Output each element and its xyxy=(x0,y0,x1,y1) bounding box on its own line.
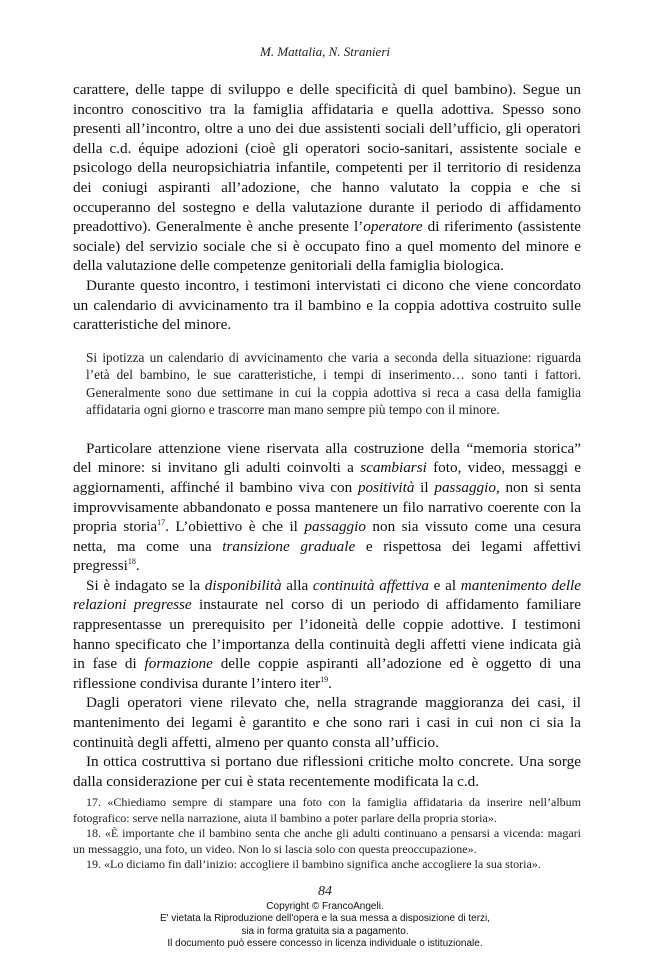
running-head: M. Mattalia, N. Stranieri xyxy=(260,44,390,59)
paragraph-4 xyxy=(73,576,581,694)
p3-text-g: e rispettosa dei legami affettivi pregressi xyxy=(73,537,581,575)
p4-text-a: Si è indagato se la xyxy=(86,576,205,594)
block-quote xyxy=(86,349,581,419)
p3-text-f: non sia vissuto come una cesura netta, ma come una xyxy=(73,518,581,555)
p4-text-f: . xyxy=(328,674,332,692)
paragraph-1-text-end: di riferimento (assistente sociale) del servizio sociale che si è occupato fino a quel momento del minore e della valutazione delle competenze genitoriali della famiglia biologica. xyxy=(73,218,581,275)
emphasis-mantenimento-relazioni: mantenimento delle relazioni pregresse xyxy=(73,576,582,614)
p4-text-d: instaurate nel corso di un periodo di affidamento familiare rappresentasse un prerequisito per l’idoneità delle coppie adottive. I testimoni hanno specificato che l’importanza della continuità degli affetti viene indicata già in fase di xyxy=(73,596,581,673)
p4-text-e: delle coppie aspiranti all’adozione ed è oggetto di una riflessione condivisa durante l’intero iter xyxy=(73,655,581,692)
copyright-notice xyxy=(0,901,650,951)
emphasis-transizione-graduale: transizione graduale xyxy=(222,537,356,555)
copyright-line-1: Copyright © FrancoAngeli. xyxy=(266,901,384,912)
emphasis-disponibilita: disponibilità xyxy=(204,576,282,594)
copyright-line-2: E' vietata la Riproduzione dell'opera e la sua messa a disposizione di terzi, xyxy=(159,913,491,925)
emphasis-scambiarsi: scambiarsi xyxy=(360,459,427,477)
p4-text-b: alla xyxy=(281,576,313,594)
footnote-19: 19. «Lo diciamo fin dall’inizio: accogliere il bambino significa anche accogliere la sua storia». xyxy=(86,857,541,872)
footnote-18: 18. «È importante che il bambino senta che anche gli adulti continuano a pensarsi a vicenda: magari un messaggio, una foto, un video. Non lo si lascia solo con questa preoccupazione». xyxy=(73,826,581,856)
paragraph-1 xyxy=(73,80,581,276)
emphasis-passaggio: passaggio xyxy=(434,478,496,496)
emphasis-continuita-affettiva: continuità affettiva xyxy=(312,576,429,594)
copyright-line-4: Il documento può essere concesso in licenza individuale o istituzionale. xyxy=(167,938,483,950)
quote-text: Si ipotizza un calendario di avvicinamento che varia a seconda della situazione: riguarda l’età del bambino, le sue caratteristiche, i tempi di inserimento… sono tanti i fattori. Generalmente sono due settimane in cui la coppia adottiva si reca a casa della famiglia affidataria ogni giorno e trascorre man mano sempre più tempo con il minore. xyxy=(86,349,581,418)
footnote-17: 17. «Chiediamo sempre di stampare una foto con la famiglia affidataria da inserire nell’album fotografico: serve nella narrazione, aiuta il bambino a poter parlare della propria storia». xyxy=(73,795,581,825)
footnotes xyxy=(73,795,581,873)
p3-text-d: , non si senta improvvisamente abbandonato e possa mantenere un filo narrativo coerente con la propria storia xyxy=(73,478,582,536)
emphasis-positivita: positività xyxy=(357,478,415,496)
p3-text-c: il xyxy=(414,478,435,496)
body-text xyxy=(73,80,581,791)
emphasis-formazione: formazione xyxy=(144,655,213,673)
footnote-ref-17: 17 xyxy=(157,518,166,528)
p3-text-a: Particolare attenzione viene riservata alla costruzione della “memoria storica” del minore: si invitano gli adulti coinvolti a xyxy=(73,439,581,477)
emphasis-passaggio-2: passaggio xyxy=(304,518,366,536)
p3-text-e: . L’obiettivo è che il xyxy=(165,518,305,536)
paragraph-5: Dagli operatori viene rilevato che, nella stragrande maggioranza dei casi, il mantenimento dei legami è garantito e che sono rari i casi in cui non ci sia la continuità degli affetti, almeno per quanto consta all’ufficio. xyxy=(73,694,581,751)
page-number: 84 xyxy=(318,884,332,899)
footnote-ref-19: 19 xyxy=(320,674,329,684)
p3-text-b: foto, video, messaggi e aggiornamenti, affinché il bambino viva con xyxy=(73,459,581,496)
footnote-ref-18: 18 xyxy=(127,557,136,567)
paragraph-6: In ottica costruttiva si portano due riflessioni critiche molto concrete. Una sorge dalla considerazione per cui è stata recentemente modificata la c.d. xyxy=(73,753,581,790)
copyright-line-3: sia in forma gratuita sia a pagamento. xyxy=(241,925,409,937)
paragraph-3 xyxy=(73,439,581,576)
paragraph-2: Durante questo incontro, i testimoni intervistati ci dicono che viene concordato un calendario di avvicinamento tra il bambino e la coppia adottiva costruito sulle caratteristiche del minore. xyxy=(73,276,581,334)
paragraph-1-text: carattere, delle tappe di sviluppo e delle specificità di quel bambino). Segue un incontro conoscitivo tra la famiglia affidataria e quella adottiva. Spesso sono presenti all’incontro, oltre a uno dei due assistenti sociali dell’ufficio, gli operatori della c.d. équipe adozioni (cioè gli operatori socio-sanitari, assistente sociale e psicologo della neuropsichiatria infantile, competenti per il territorio di residenza dei coniugi aspiranti all’adozione, che hanno valutato la coppia e che si occuperanno del sostegno e della valutazione durante il periodo di affidamento preadottivo). Generalmente è anche presente l’ xyxy=(73,81,581,236)
p4-text-c: e al xyxy=(428,576,461,594)
emphasis-operatore: operatore xyxy=(363,218,423,236)
p3-text-h: . xyxy=(135,557,140,575)
